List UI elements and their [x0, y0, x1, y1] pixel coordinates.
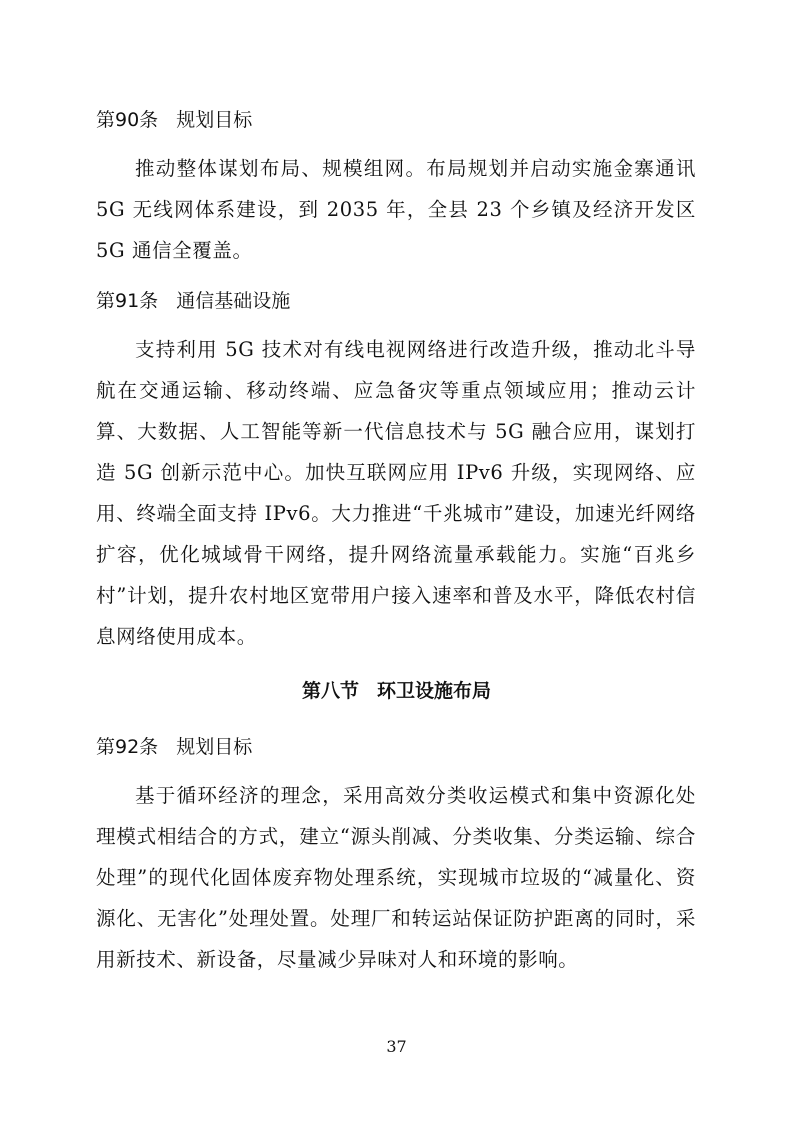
article-92-heading [96, 735, 252, 759]
article-number: 第90条 [96, 109, 159, 131]
section-number: 第八节 [301, 680, 359, 702]
article-number: 第92条 [96, 736, 159, 758]
article-title: 规划目标 [176, 736, 253, 758]
section-title: 环卫设施布局 [377, 680, 492, 702]
page-number: 37 [386, 1037, 407, 1056]
article-number: 第91条 [96, 290, 159, 312]
article-90-heading [96, 108, 252, 132]
article-92-paragraph: 基于循环经济的理念，采用高效分类收运模式和集中资源化处理模式相结合的方式，建立“源头削减、分类收集、分类运输、综合处理”的现代化固体废弃物处理系统，实现城市垃圾的“减量化、资源化、无害化”处理处置。处理厂和转运站保证防护距离的同时，采用新技术、新设备，尽量减少异味对人和环境的影响。 [96, 784, 696, 971]
article-91-heading [96, 289, 290, 313]
article-90-paragraph: 推动整体谋划布局、规模组网。布局规划并启动实施金寨通讯 5G 无线网体系建设，到 2035 年，全县 23 个乡镇及经济开发区 5G 通信全覆盖。 [96, 157, 696, 262]
article-91-paragraph: 支持利用 5G 技术对有线电视网络进行改造升级，推动北斗导航在交通运输、移动终端、应急备灾等重点领域应用；推动云计算、大数据、人工智能等新一代信息技术与 5G 融合应用，谋划打造 5G 创新示范中心。加快互联网应用 IPv6 升级，实现网络、应用、终端全面支持 IPv6。大力推进“千兆城市”建设，加速光纤网络扩容，优化城域骨干网络，提升网络流量承载能力。实施“百兆乡村”计划，提升农村地区宽带用户接入速率和普及水平，降低农村信息网络使用成本。 [96, 338, 696, 648]
article-title: 规划目标 [176, 109, 253, 131]
section-heading [0, 679, 793, 703]
article-title: 通信基础设施 [176, 290, 291, 312]
